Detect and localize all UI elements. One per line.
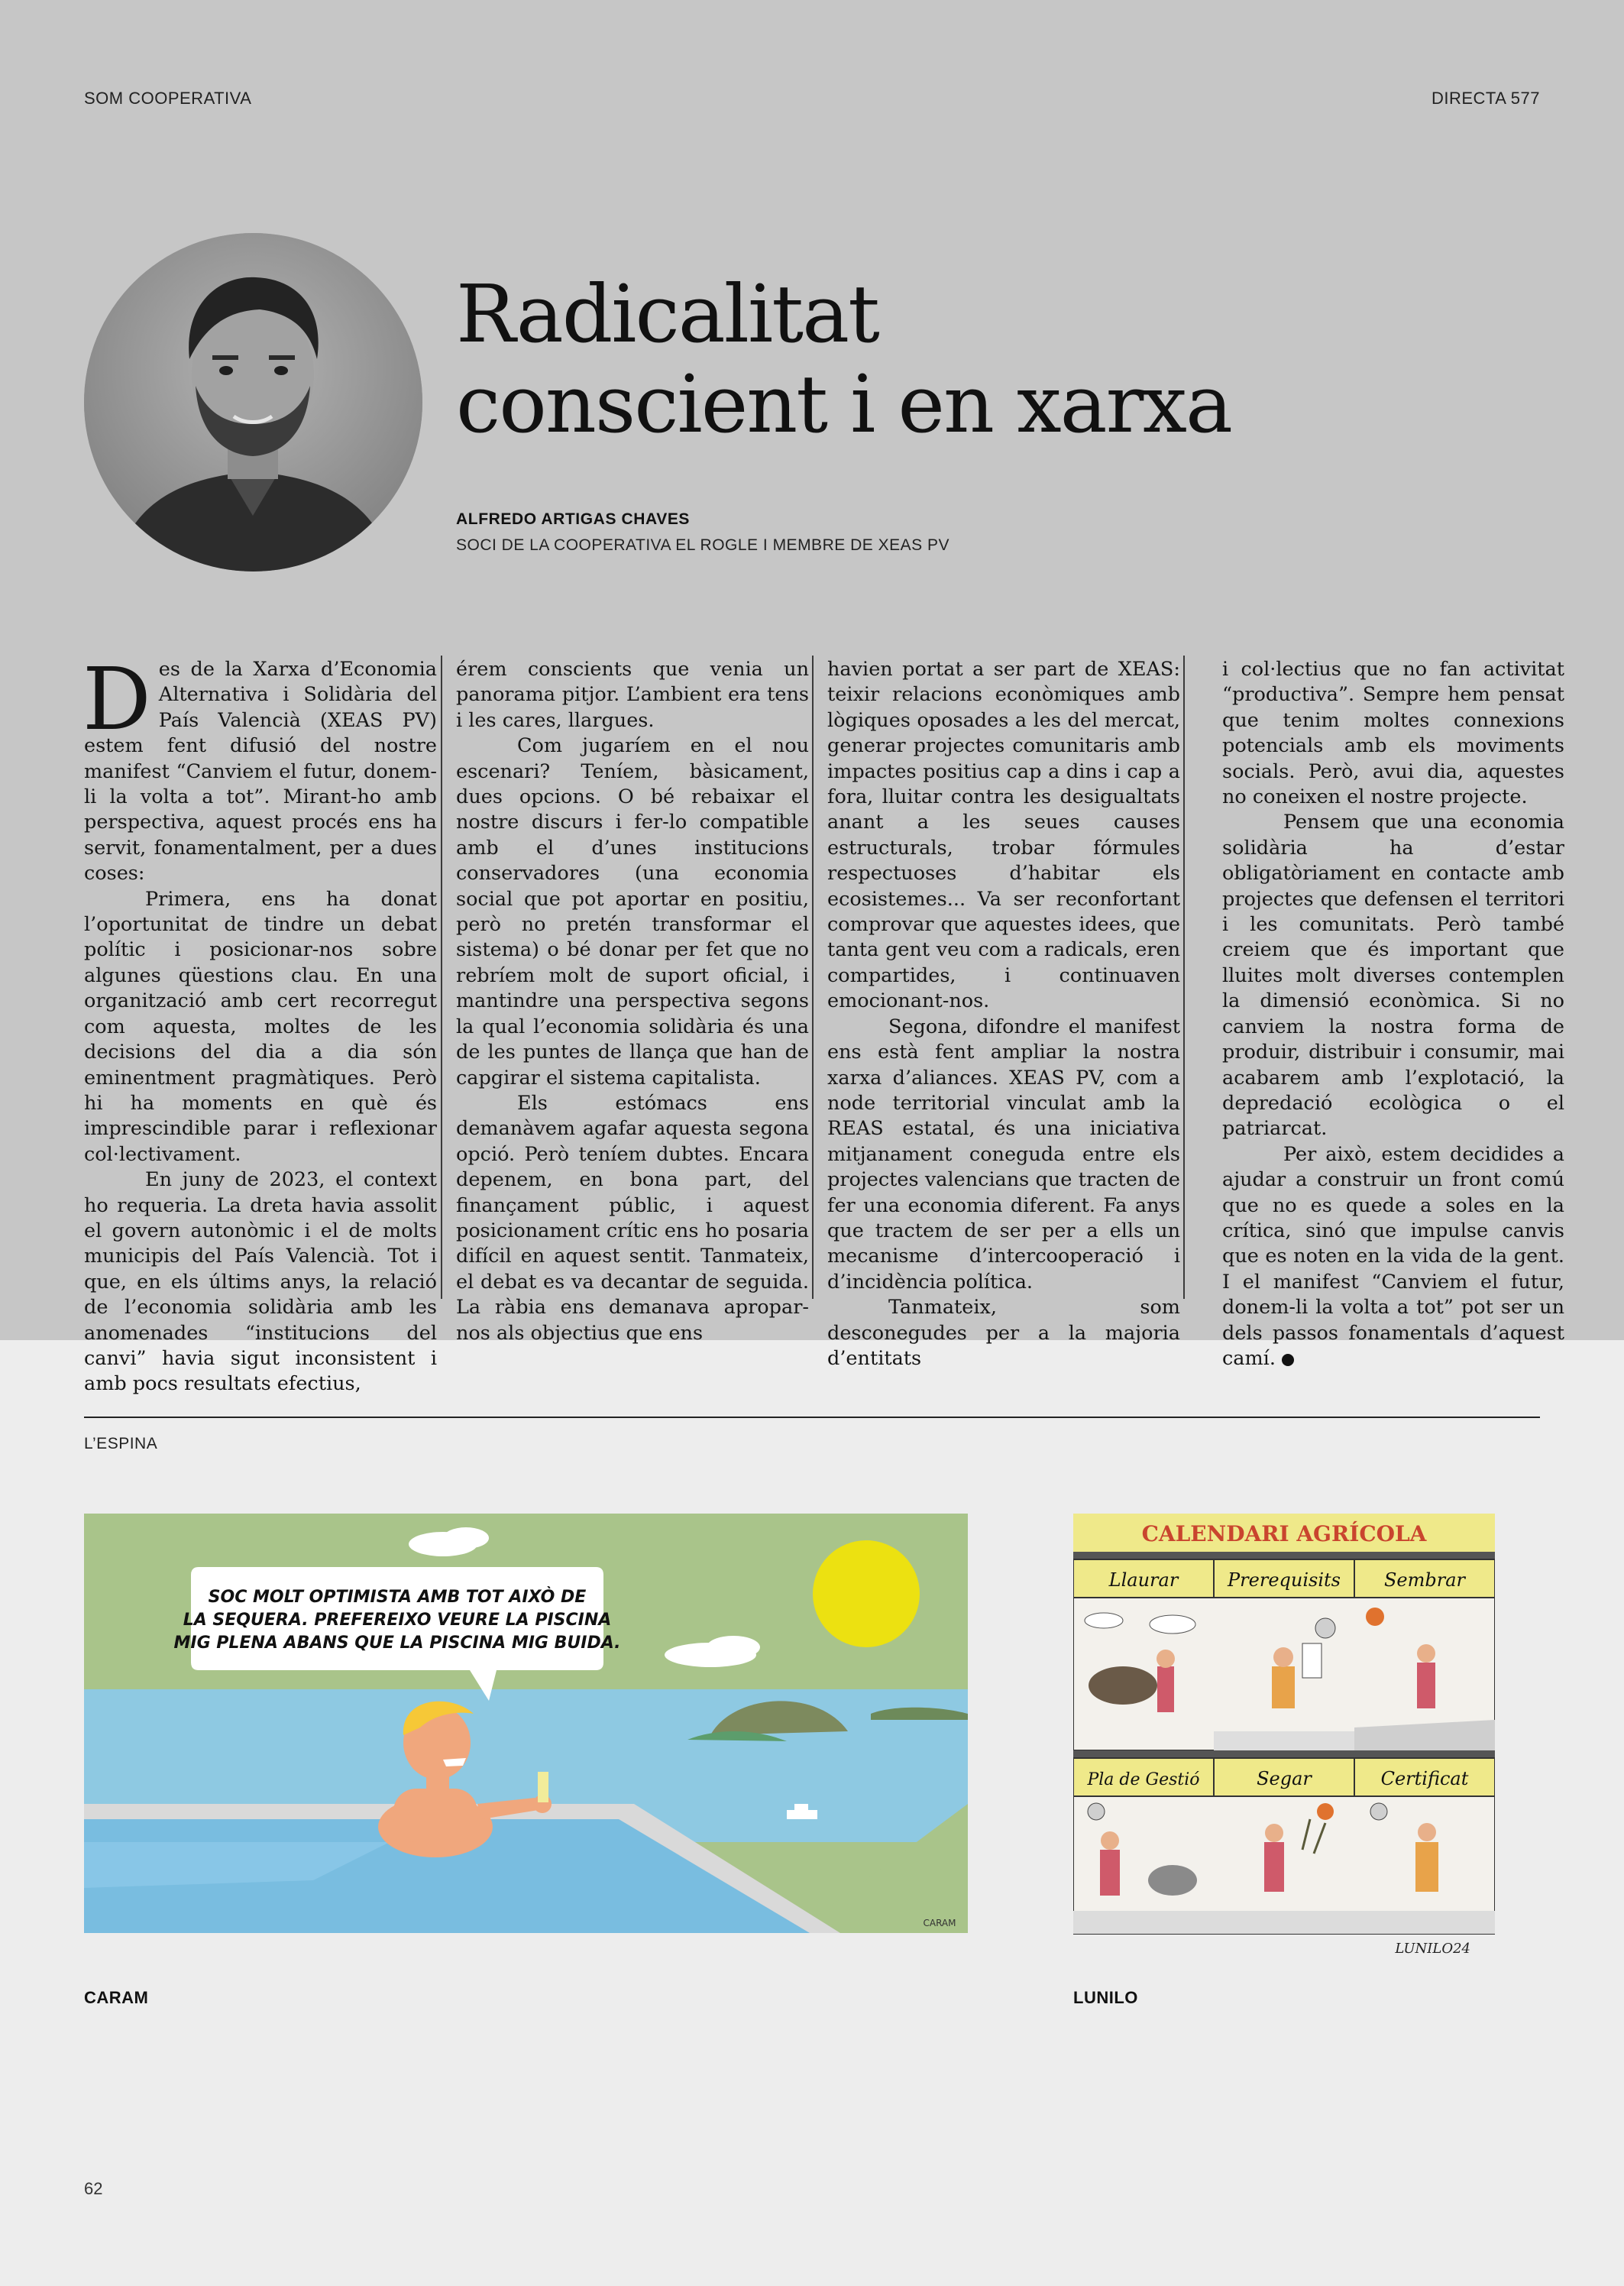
panel-label: Prerequisits (1228, 1569, 1341, 1591)
author-name: ALFREDO ARTIGAS CHAVES (456, 510, 691, 528)
paragraph: Com jugaríem en el nou escenari? Teníem, bàsicament, dues opcions. O bé rebaixar el nostre discurs i fer-lo compatible amb el d’unes institucions conservadores (una economia social que pot aportar en positiu, però no pretén transformar el sistema) o bé donar per fet que no rebríem molt de suport oficial, i mantindre una perspectiva segons la qual l’economia solidària és una de les puntes de llança que han de capgirar el sistema capitalista. (456, 734, 809, 1090)
section-label: SOM COOPERATIVA (84, 89, 252, 108)
issue-label: DIRECTA 577 (1431, 89, 1540, 108)
calendar-title: CALENDARI AGRÍCOLA (1141, 1521, 1427, 1546)
panel-label: Sembrar (1383, 1569, 1466, 1591)
article-title (456, 269, 1449, 449)
speech-line-3: MIG PLENA ABANS QUE LA PISCINA MIG BUIDA. (173, 1634, 621, 1653)
paragraph: i col·lectius que no fan activitat “productiva”. Sempre hem pensat que tenim moltes connexions potencials amb els moviments socials. Però, avui dia, aquestes no coneixen el nostre projecte. (1222, 658, 1564, 809)
paragraph: En juny de 2023, el context ho requeria. La dreta havia assolit el govern autonòmic i el de molts municipis del País Valencià. Tot i que, en els últims anys, la relació de l’economia solidària amb les anomenades “institucions del canvi” havia sigut inconsistent i amb pocs resultats efectius, (84, 1168, 437, 1396)
column-divider (441, 656, 442, 1299)
speech-line-1: SOC MOLT OPTIMISTA AMB TOT AIXÒ DE (208, 1588, 587, 1607)
speech-line-2: LA SEQUERA. PREFEREIXO VEURE LA PISCINA (183, 1611, 612, 1630)
cartoon-credit-caram: CARAM (84, 1988, 149, 2007)
paragraph: Primera, ens ha donat l’oportunitat de tindre un debat polític i posicionar-nos sobre algunes qüestions clau. En una organització amb cert recorregut com aquesta, moltes de les decisions del dia a dia són eminentment pragmàtiques. Però hi ha moments en què és imprescindible parar i reflexionar col·lectivament. (84, 887, 437, 1166)
paragraph: havien portat a ser part de XEAS: teixir relacions econòmiques amb lògiques oposades a les del mercat, generar projectes comunitaris amb impactes positius cap a dins i cap a fora, lluitar contra les desigualtats anant a les seues causes estructurals, trobar fórmules respectuoses d’habitar els ecosistemes... Va ser reconfortant comprovar que aquestes idees, que tanta gent veu com a radicals, eren compartides, i continuaven emocionant-nos. (827, 658, 1180, 1013)
paragraph: es de la Xarxa d’Economia Alternativa i Solidària del País Valencià (XEAS PV) estem fent difusió del nostre manifest “Canviem el futur, donem-li la volta a tot”. Mirant-ho amb perspectiva, aquest procés ens ha servit, fonamentalment, per a dues coses: (84, 658, 437, 886)
paragraph: Pensem que una economia solidària ha d’estar obligatòriament en contacte amb projectes que defensen el territori i les comunitats. Però també creiem que és important que lluites molt diverses contemplen la dimensió econòmica. Si no canviem la nostra forma de produir, distribuir i consumir, mai acabarem amb l’explotació, la depredació ecològica o el patriarcat. (1222, 811, 1564, 1141)
title-line-1: Radicalitat (456, 267, 878, 361)
page-number: 62 (84, 2179, 103, 2198)
column-3 (827, 657, 1180, 1371)
cartoon-pool (84, 1514, 968, 1933)
paragraph: Tanmateix, som desconegudes per a la majoria d’entitats (827, 1296, 1180, 1370)
panel-label: Segar (1257, 1768, 1312, 1789)
paragraph: Segona, difondre el manifest ens està fent ampliar la nostra xarxa d’aliances. XEAS PV, com a node territorial vinculat amb la REAS estatal, és una iniciativa mitjanament coneguda entre els projectes valencians que tracten de fer una economia diferent. Fa anys que tractem de ser per a ells un mecanisme d’intercooperació i d’incidència política. (827, 1015, 1180, 1294)
author-portrait (84, 233, 422, 572)
column-divider (1183, 656, 1185, 1299)
column-1 (82, 650, 437, 1397)
panel-label: Certificat (1380, 1768, 1469, 1789)
section-rule (84, 1417, 1540, 1418)
espina-label: L’ESPINA (84, 1435, 158, 1452)
cartoon-credit-lunilo: LUNILO (1073, 1988, 1138, 2007)
column-divider (812, 656, 814, 1299)
dropcap: D (82, 650, 151, 750)
panel-label: Llaurar (1108, 1569, 1179, 1591)
cartoon-signature: CARAM (923, 1918, 956, 1928)
paragraph: érem conscients que venia un panorama pitjor. L’ambient era tens i les cares, llargues. (456, 658, 809, 732)
calendar-signature: LUNILO24 (1395, 1941, 1470, 1957)
end-mark-icon (1282, 1354, 1294, 1366)
paragraph: Per això, estem decidides a ajudar a construir un front comú que no es quede a soles en la crítica, sinó que impulse canvis que es noten en la vida de la gent. I el manifest “Canviem el futur, donem-li la volta a tot” pot ser un dels passos fonamentals d’aquest camí. (1222, 1142, 1564, 1370)
author-role: SOCI DE LA COOPERATIVA EL ROGLE I MEMBRE DE XEAS PV (456, 536, 949, 554)
panel-label: Pla de Gestió (1087, 1770, 1200, 1789)
paragraph: Els estómacs ens demanàvem agafar aquesta segona opció. Però teníem dubtes. Encara depenem, en bona part, del finançament públic, i aquest posicionament crític ens ho posaria difícil en aquest sentit. Tanmateix, el debat es va decantar de seguida. La ràbia ens demanava apropar-nos als objectius que ens (456, 1091, 809, 1345)
column-4 (1222, 657, 1564, 1371)
title-line-2: conscient i en xarxa (456, 358, 1232, 451)
column-2 (456, 657, 809, 1346)
cartoon-calendar (1073, 1514, 1495, 1959)
